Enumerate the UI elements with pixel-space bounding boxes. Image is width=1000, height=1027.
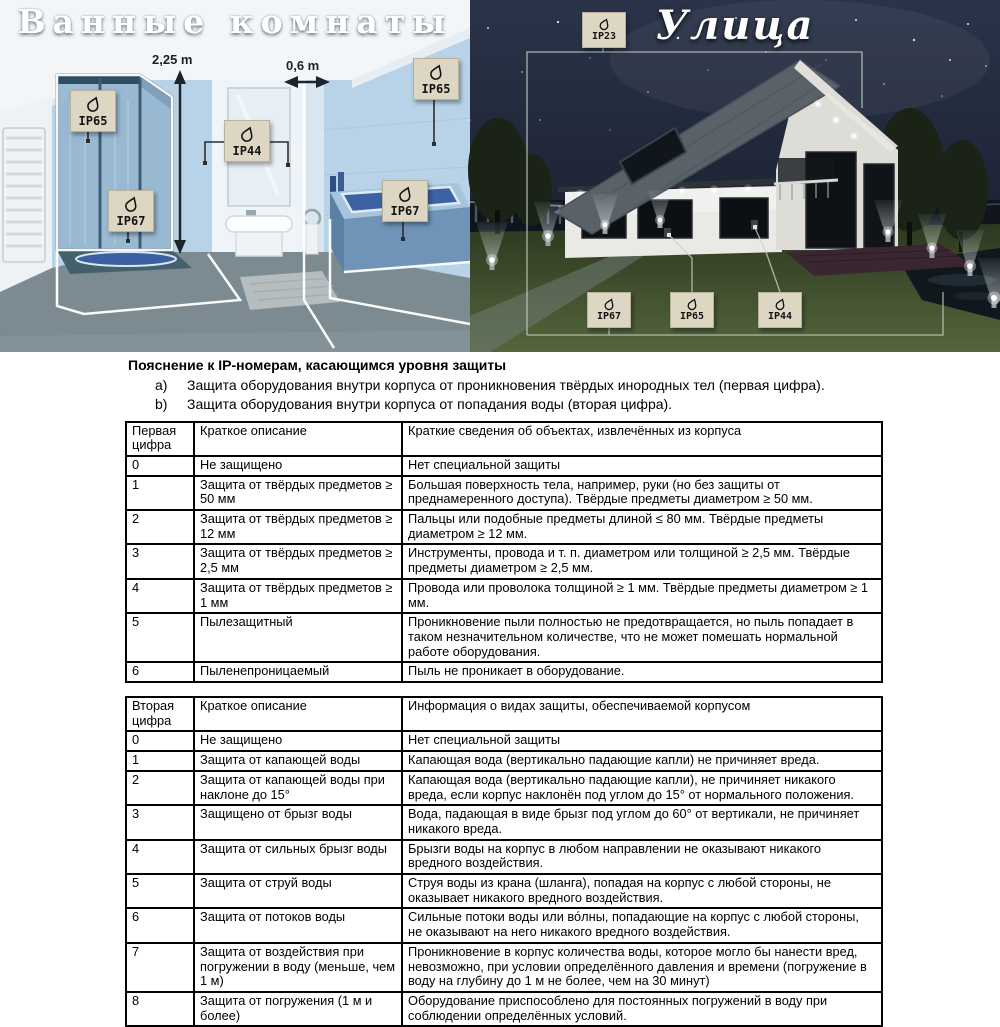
table-header-cell: Вторая цифра bbox=[126, 697, 194, 731]
table-cell: 4 bbox=[126, 579, 194, 613]
ip-rating-text: IP65 bbox=[79, 115, 108, 127]
ip67-ground-light-badge bbox=[587, 292, 631, 328]
item-marker: a) bbox=[155, 377, 187, 395]
ip44-socket-badge bbox=[758, 292, 802, 328]
ip65-wall-light-badge bbox=[670, 292, 714, 328]
table-cell: 2 bbox=[126, 510, 194, 544]
ip65-right-wall-badge bbox=[413, 58, 459, 100]
table-cell: Не защищено bbox=[194, 456, 402, 476]
street-zones-photo bbox=[470, 0, 1000, 352]
table-cell: Защищено от брызг воды bbox=[194, 805, 402, 839]
table-cell: Сильные потоки воды или во́лны, попадающие на корпус с любой стороны, не оказывают на него никакого вредного воздействия. bbox=[402, 908, 882, 942]
table-cell: Нет специальной защиты bbox=[402, 456, 882, 476]
explanation-heading: Пояснение к IP-номерам, касающимся уровня защиты bbox=[128, 357, 1000, 375]
bathrooms-title: Ванные комнаты bbox=[0, 2, 470, 41]
table-cell: 1 bbox=[126, 476, 194, 510]
item-text: Защита оборудования внутри корпуса от попадания воды (вторая цифра). bbox=[187, 396, 672, 414]
table-row bbox=[126, 771, 882, 805]
ip67-bathtub-badge bbox=[382, 180, 428, 222]
table-cell: 0 bbox=[126, 456, 194, 476]
table-cell: Инструменты, провода и т. п. диаметром или толщиной ≥ 2,5 мм. Твёрдые предметы диаметром ≥ 2,5 мм. bbox=[402, 544, 882, 578]
table-cell: 3 bbox=[126, 805, 194, 839]
table-cell: 1 bbox=[126, 751, 194, 771]
table-cell: Защита от потоков воды bbox=[194, 908, 402, 942]
table-row bbox=[126, 874, 882, 908]
table-row bbox=[126, 510, 882, 544]
table-cell: 0 bbox=[126, 731, 194, 751]
table-row bbox=[126, 908, 882, 942]
table-cell: Защита от струй воды bbox=[194, 874, 402, 908]
water-drop-icon bbox=[123, 196, 140, 213]
explanation-item bbox=[128, 396, 1000, 414]
table-cell: 8 bbox=[126, 992, 194, 1026]
table-row bbox=[126, 943, 882, 992]
ip-rating-text: IP44 bbox=[768, 312, 792, 322]
table-cell: Брызги воды на корпус в любом направлении не оказывают никакого вредного воздействия. bbox=[402, 840, 882, 874]
table-row bbox=[126, 805, 882, 839]
table-cell: Пыль не проникает в оборудование. bbox=[402, 662, 882, 682]
table-cell: Защита от твёрдых предметов ≥ 50 мм bbox=[194, 476, 402, 510]
table-row bbox=[126, 751, 882, 771]
table-cell: Оборудование приспособлено для постоянных погружений в воду при соблюдении определённых условий. bbox=[402, 992, 882, 1026]
table-cell: Проникновение пыли полностью не предотвращается, но пыль попадает в таком незначительном количестве, что не может помешать нормальной работе оборудования. bbox=[402, 613, 882, 662]
table-cell: Не защищено bbox=[194, 731, 402, 751]
table-cell: Струя воды из крана (шланга), попадая на корпус с любой стороны, не оказывает никакого вредного воздействия. bbox=[402, 874, 882, 908]
ip65-shower-top-badge bbox=[70, 90, 116, 132]
table-cell: Провода или проволока толщиной ≥ 1 мм. Твёрдые предметы диаметром ≥ 1 мм. bbox=[402, 579, 882, 613]
table-cell: Защита от сильных брызг воды bbox=[194, 840, 402, 874]
street-scene-illustration bbox=[470, 0, 1000, 352]
table-row bbox=[126, 840, 882, 874]
table-cell: Капающая вода (вертикально падающие капли), не причиняет никакого вреда, если корпус наклонён под углом до 15° от нормального положения. bbox=[402, 771, 882, 805]
table-header-row bbox=[126, 697, 882, 731]
water-drop-icon bbox=[686, 298, 699, 311]
table-cell: Пылезащитный bbox=[194, 613, 402, 662]
towel-radiator bbox=[3, 128, 45, 262]
ip-rating-text: IP65 bbox=[680, 312, 704, 322]
table-cell: Защита от твёрдых предметов ≥ 1 мм bbox=[194, 579, 402, 613]
table-row bbox=[126, 662, 882, 682]
table-cell: 5 bbox=[126, 874, 194, 908]
photo-strip bbox=[0, 0, 1000, 352]
ip-rating-text: IP67 bbox=[597, 312, 621, 322]
table-cell: Защита от капающей воды bbox=[194, 751, 402, 771]
first-digit-table bbox=[125, 421, 883, 684]
water-drop-icon bbox=[598, 18, 611, 31]
width-dimension-label: 0,6 m bbox=[286, 58, 319, 73]
table-cell: Большая поверхность тела, например, руки (но без защиты от преднамеренного доступа). Твёрдые предметы диаметром ≥ 50 мм. bbox=[402, 476, 882, 510]
item-marker: b) bbox=[155, 396, 187, 414]
table-cell: Защита от воздействия при погружении в воду (меньше, чем 1 м) bbox=[194, 943, 402, 992]
table-cell: 5 bbox=[126, 613, 194, 662]
second-digit-table bbox=[125, 696, 883, 1027]
water-drop-icon bbox=[603, 298, 616, 311]
table-cell: 4 bbox=[126, 840, 194, 874]
water-drop-icon bbox=[428, 64, 445, 81]
table-row bbox=[126, 613, 882, 662]
table-cell: 2 bbox=[126, 771, 194, 805]
table-header-cell: Краткое описание bbox=[194, 697, 402, 731]
table-row bbox=[126, 456, 882, 476]
item-text: Защита оборудования внутри корпуса от проникновения твёрдых инородных тел (первая цифра). bbox=[187, 377, 825, 395]
table-header-cell: Краткое описание bbox=[194, 422, 402, 456]
table-cell: Защита от твёрдых предметов ≥ 2,5 мм bbox=[194, 544, 402, 578]
bathroom-scene-illustration bbox=[0, 0, 470, 352]
bathroom-zones-photo bbox=[0, 0, 470, 352]
washbasin bbox=[226, 210, 292, 256]
table-cell: Защита от погружения (1 м и более) bbox=[194, 992, 402, 1026]
ip-rating-text: IP67 bbox=[391, 205, 420, 217]
water-drop-icon bbox=[774, 298, 787, 311]
table-header-cell: Информация о видах защиты, обеспечиваемой корпусом bbox=[402, 697, 882, 731]
ip67-shower-floor-badge bbox=[108, 190, 154, 232]
table-row bbox=[126, 579, 882, 613]
table-cell: 6 bbox=[126, 908, 194, 942]
ip-rating-text: IP67 bbox=[117, 215, 146, 227]
table-header-cell: Краткие сведения об объектах, извлечённых из корпуса bbox=[402, 422, 882, 456]
table-cell: 7 bbox=[126, 943, 194, 992]
table-cell: Проникновение в корпус количества воды, которое могло бы нанести вред, невозможно, при условии определённого давления и времени (погружение в воду на глубину до 1 м не более, чем на 30 минут) bbox=[402, 943, 882, 992]
table-cell: 3 bbox=[126, 544, 194, 578]
table-cell: Защита от твёрдых предметов ≥ 12 мм bbox=[194, 510, 402, 544]
height-dimension-label: 2,25 m bbox=[152, 52, 192, 67]
street-title: Улица bbox=[470, 2, 1000, 49]
ip-rating-text: IP44 bbox=[233, 145, 262, 157]
table-row bbox=[126, 992, 882, 1026]
water-drop-icon bbox=[85, 96, 102, 113]
table-cell: Пальцы или подобные предметы длиной ≤ 80 мм. Твёрдые предметы диаметром ≥ 12 мм. bbox=[402, 510, 882, 544]
table-header-cell: Первая цифра bbox=[126, 422, 194, 456]
explanation-item bbox=[128, 377, 1000, 395]
table-row bbox=[126, 731, 882, 751]
ip-rating-text: IP23 bbox=[592, 32, 616, 42]
ip44-mirror-zone-badge bbox=[224, 120, 270, 162]
ip23-facade-badge bbox=[582, 12, 626, 48]
water-drop-icon bbox=[397, 186, 414, 203]
table-cell: Капающая вода (вертикально падающие капли) не причиняет вреда. bbox=[402, 751, 882, 771]
table-cell: Вода, падающая в виде брызг под углом до 60° от вертикали, не причиняет никакого вреда. bbox=[402, 805, 882, 839]
table-row bbox=[126, 476, 882, 510]
table-cell: 6 bbox=[126, 662, 194, 682]
ip-rating-text: IP65 bbox=[422, 83, 451, 95]
shower-tray bbox=[76, 252, 176, 266]
table-cell: Нет специальной защиты bbox=[402, 731, 882, 751]
water-drop-icon bbox=[239, 126, 256, 143]
table-row bbox=[126, 544, 882, 578]
table-cell: Пыленепроницаемый bbox=[194, 662, 402, 682]
table-cell: Защита от капающей воды при наклоне до 15° bbox=[194, 771, 402, 805]
table-header-row bbox=[126, 422, 882, 456]
content-area bbox=[0, 352, 1000, 1027]
explanation-block bbox=[128, 357, 1000, 414]
